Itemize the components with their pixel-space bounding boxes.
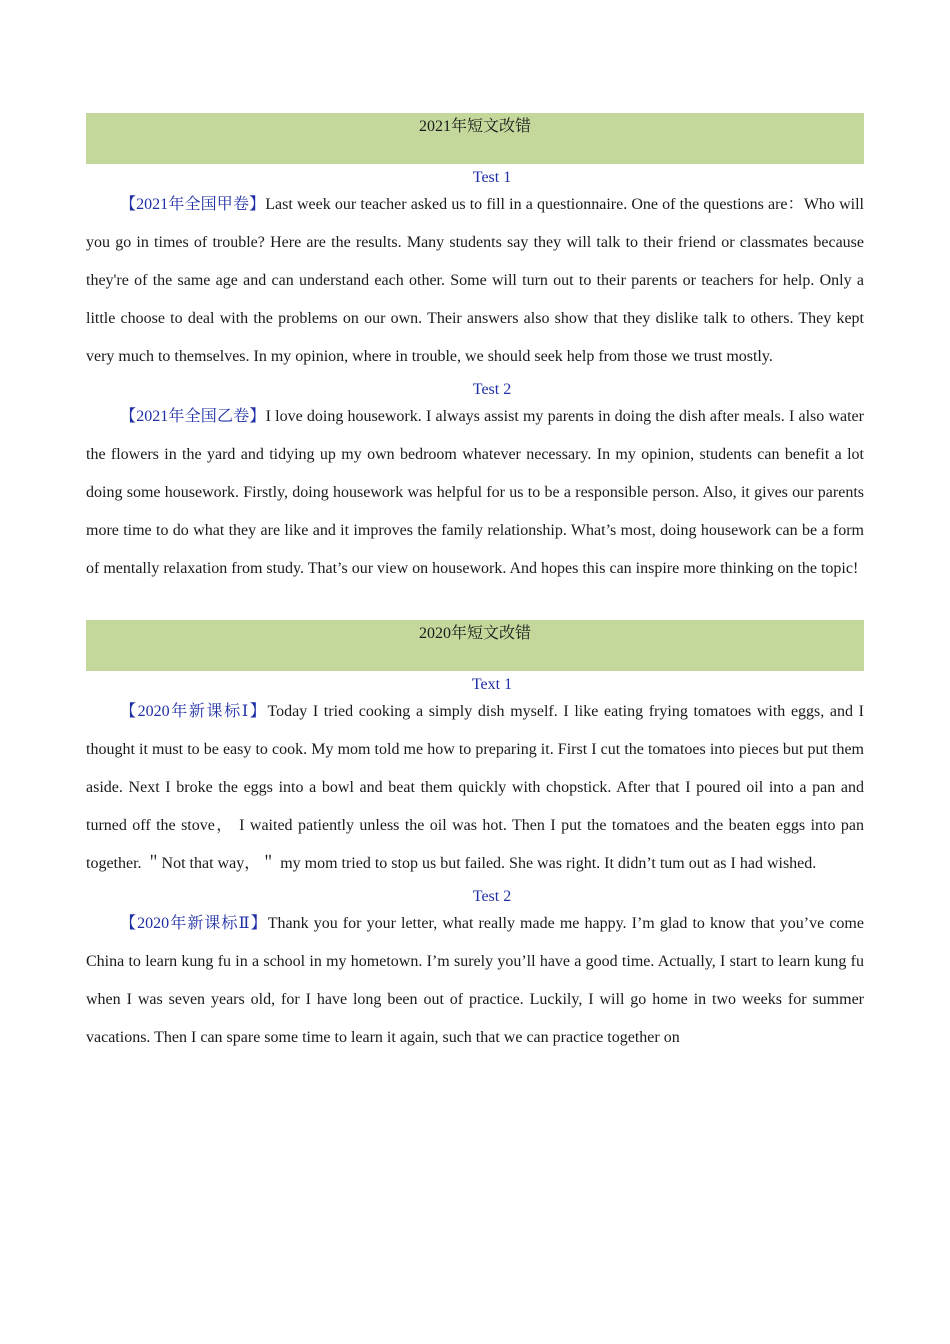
test-label: Test 1 — [472, 169, 512, 186]
test-label: Test 2 — [472, 888, 512, 905]
source-tag: 【2020年新课标Ⅱ】 — [120, 915, 268, 932]
document-page — [86, 113, 864, 1057]
source-tag: 【2020年新课标Ⅰ】 — [120, 703, 268, 720]
section-title: 2020年短文改错 — [418, 625, 531, 642]
source-tag: 【2021年全国乙卷】 — [120, 408, 266, 425]
exercise-paragraph — [86, 693, 864, 883]
exercise-paragraph — [86, 398, 864, 588]
exercise-text: Today I tried cooking a simply dish myself. I like eating frying tomatoes with eggs, and I thought it must to be easy to cook. My mom told me how to preparing it. First I cut the tomatoes into pieces but put them aside. Next I broke the eggs into a bowl and beat them quickly with chopstick. After that I poured oil into a pan and turned off the stove， I waited patiently unless the oil was hot. Then I put the tomatoes and the beaten eggs into pan together. ＂Not that way，＂ my mom tried to stop us but failed. She was right. It didn’t tum out as I had wished. — [86, 703, 864, 872]
exercise-paragraph — [86, 905, 864, 1057]
test-label: Text 1 — [471, 676, 513, 693]
section-spacer — [86, 588, 864, 620]
exercise-text: Last week our teacher asked us to fill in a questionnaire. One of the questions are：Who will you go in times of trouble? Here are the results. Many students say they will talk to their friend or classmates because they're of the same age and can understand each other. Some will turn out to their parents or teachers for help. Only a little choose to deal with the problems on our own. Their answers also show that they dislike talk to others. They kept very much to themselves. In my opinion, where in trouble, we should seek help from those we trust mostly. — [86, 196, 864, 365]
section-heading-2020 — [86, 620, 864, 671]
exercise-text: I love doing housework. I always assist my parents in doing the dish after meals. I also water the flowers in the yard and tidying up my own bedroom whatever necessary. In my opinion, students can benefit a lot doing some housework. Firstly, doing housework was helpful for us to be a responsible person. Also, it gives our parents more time to do what they are like and it improves the family relationship. What’s most, doing housework can be a form of mentally relaxation from study. That’s our view on housework. And hopes this can inspire more thinking on the topic! — [86, 408, 864, 577]
exercise-text: Thank you for your letter, what really made me happy. I’m glad to know that you’ve come China to learn kung fu in a school in my hometown. I’m surely you’ll have a good time. Actually, I start to learn kung fu when I was seven years old, for I have long been out of practice. Luckily, I will go home in two weeks for summer vacations. Then I can spare some time to learn it again, such that we can practice together on — [86, 915, 864, 1046]
test-label: Test 2 — [472, 381, 512, 398]
section-heading-2021 — [86, 113, 864, 164]
exercise-paragraph — [86, 186, 864, 376]
section-title: 2021年短文改错 — [418, 118, 531, 135]
source-tag: 【2021年全国甲卷】 — [120, 196, 266, 213]
